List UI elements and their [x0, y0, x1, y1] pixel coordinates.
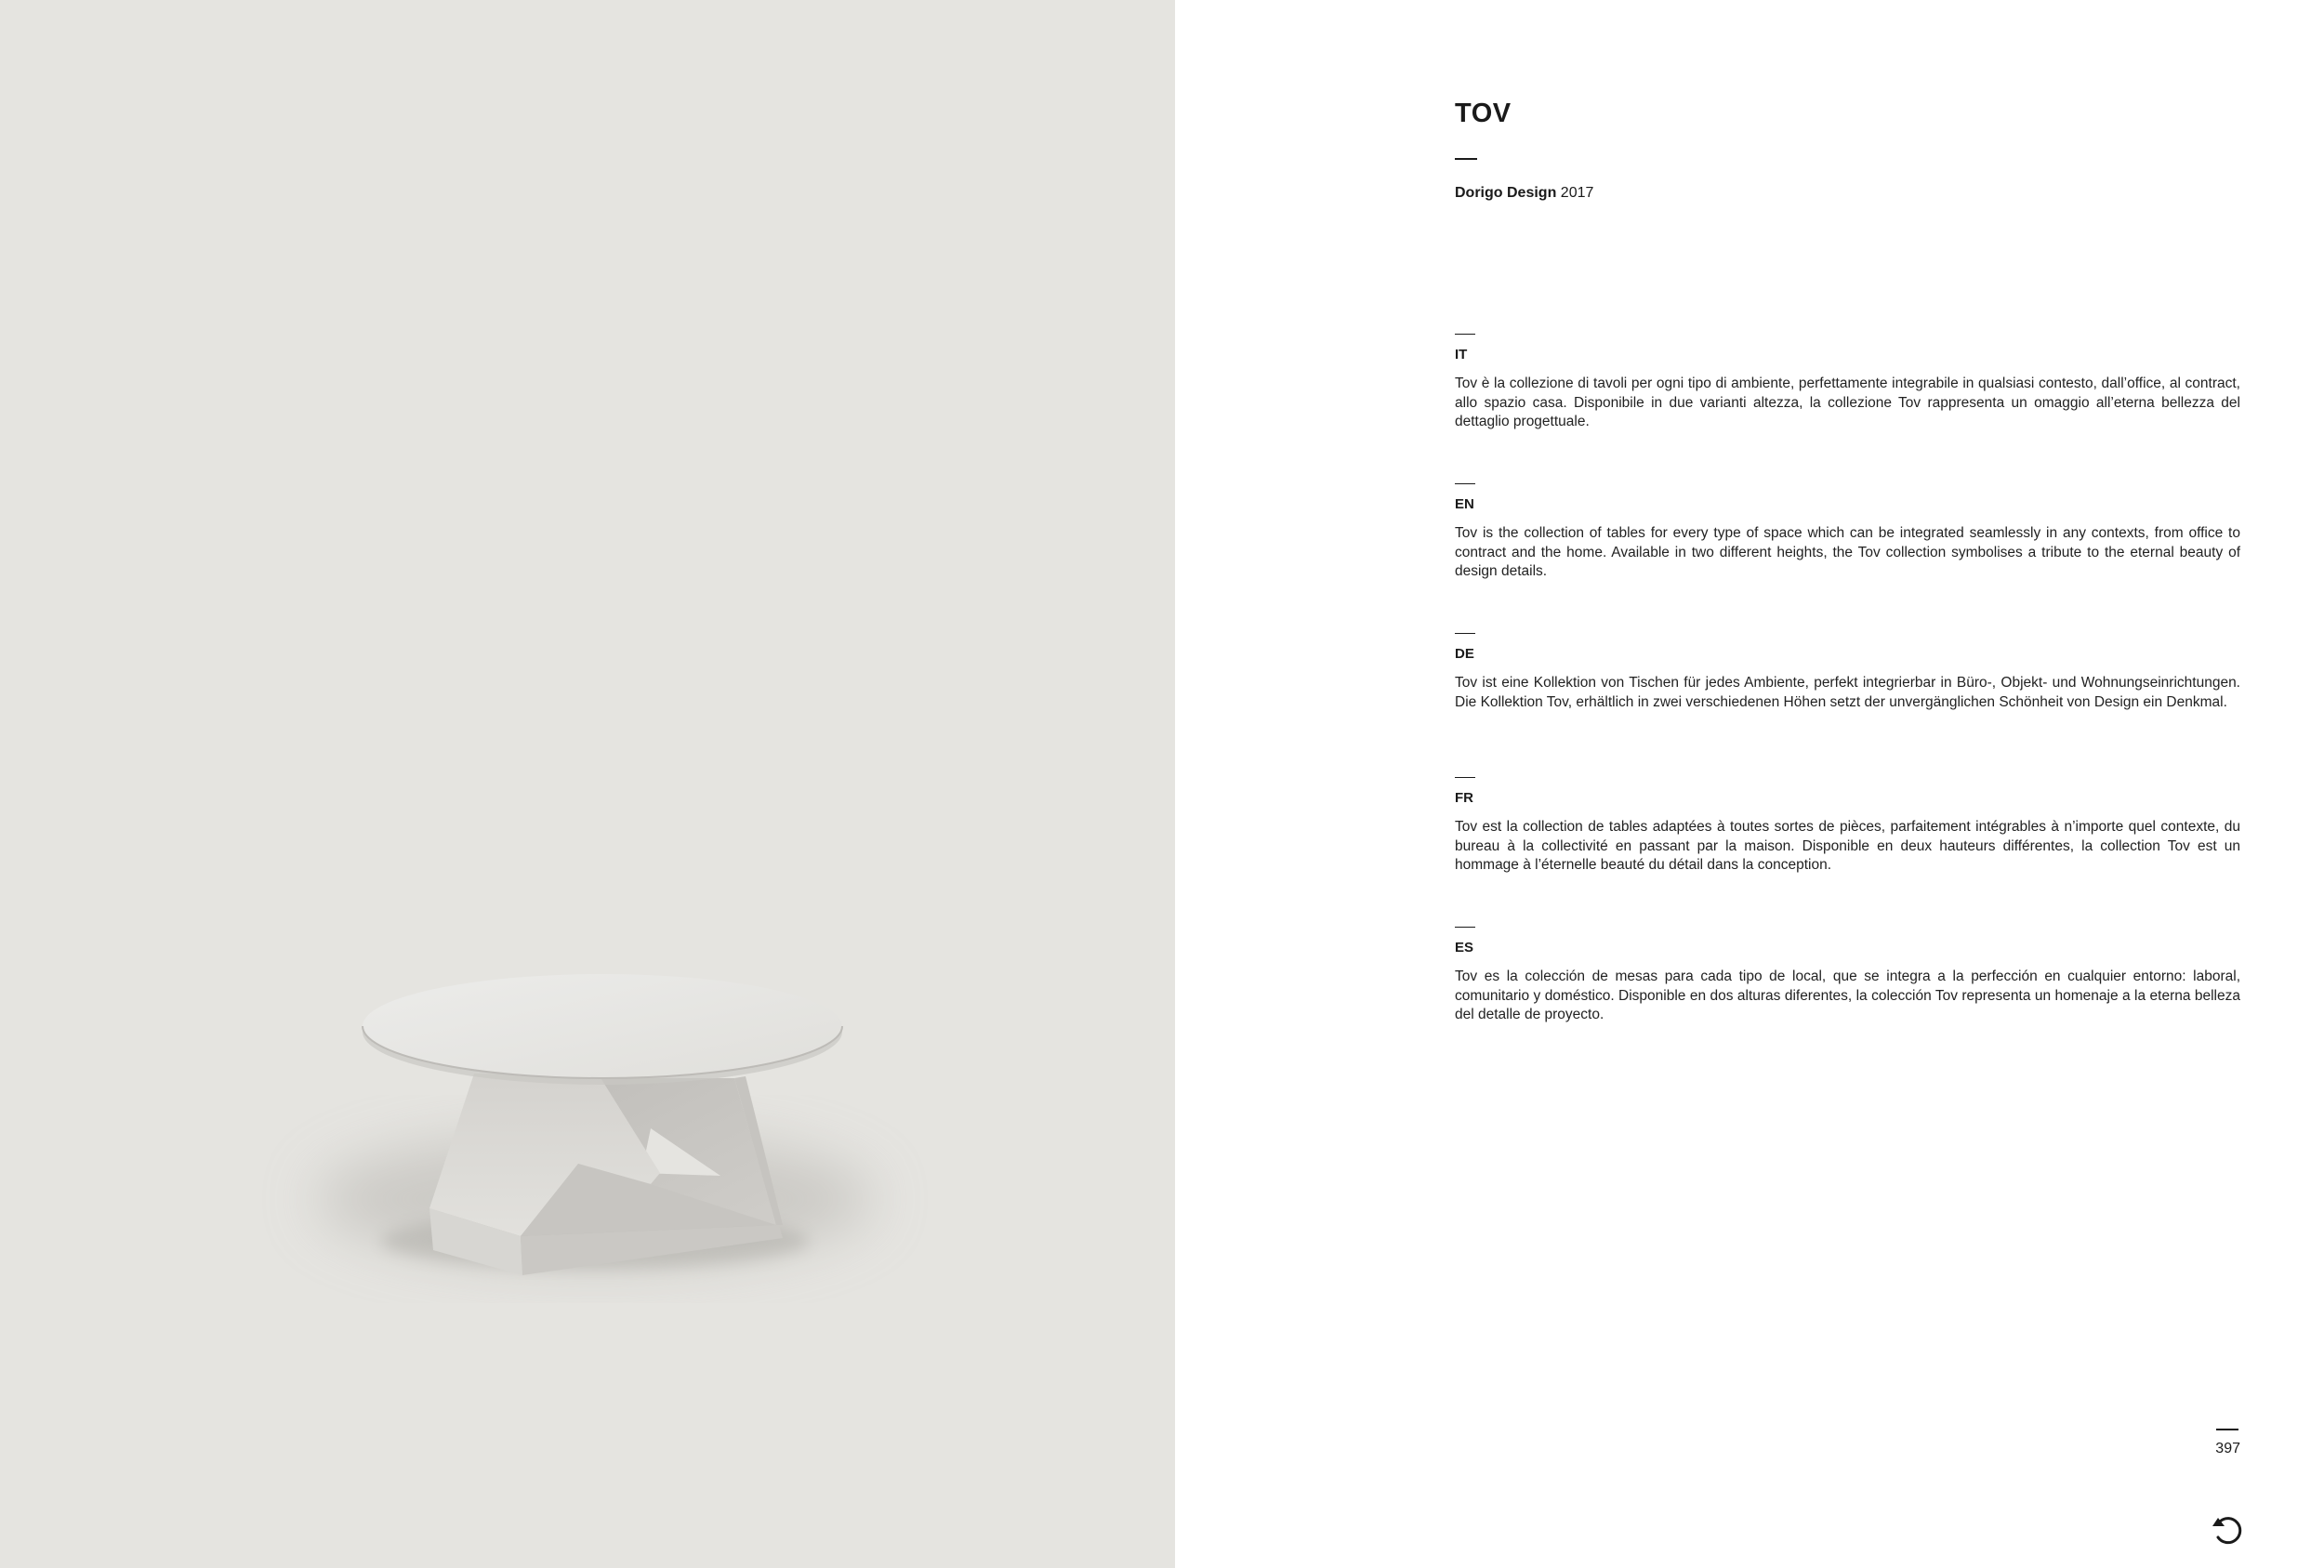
description-text: Tov ist eine Kollektion von Tischen für jedes Ambiente, perfekt integrierbar in Büro-, Objekt- und Wohnungseinrichtungen. Die Kollektion Tov, erhältlich in zwei verschiedenen Höhen setzt der unvergänglichen Schönheit von Design ein Denkmal.	[1455, 675, 2240, 710]
design-year: 2017	[1560, 185, 1594, 201]
section-divider	[1455, 334, 1475, 335]
page-number-divider	[2216, 1429, 2238, 1430]
undo-icon	[2210, 1513, 2245, 1548]
language-code: FR	[1455, 790, 1473, 806]
description-text: Tov è la collezione di tavoli per ogni tipo di ambiente, perfettamente integrabile in qualsiasi contesto, dall’office, al contract, allo spazio casa. Disponibile in due varianti altezza, la collezione Tov rappresenta un omaggio all’eterna bellezza del dettaglio progettuale.	[1455, 376, 2240, 429]
language-code: ES	[1455, 940, 1474, 955]
section-divider	[1455, 777, 1475, 778]
section-divider	[1455, 927, 1475, 928]
section-divider	[1455, 483, 1475, 484]
description-en	[1455, 483, 2240, 582]
description-text: Tov est la collection de tables adaptées à toutes sortes de pièces, parfaitement intégrables à n’importe quel contexte, du bureau à la collectivité en passant par la maison. Disponible en deux hauteurs différentes, la collection Tov est un hommage à l’éternelle beauté du détail dans la conception.	[1455, 819, 2240, 873]
section-divider	[1455, 633, 1475, 634]
product-title: TOV	[1455, 99, 1512, 128]
description-text: Tov is the collection of tables for every type of space which can be integrated seamlessly in any contexts, from office to contract and the home. Available in two different heights, the Tov collection symbolises a tribute to the eternal beauty of design details.	[1455, 525, 2240, 579]
language-code: IT	[1455, 347, 1468, 362]
description-fr	[1455, 777, 2240, 876]
description-text: Tov es la colección de mesas para cada tipo de local, que se integra a la perfección en cualquier entorno: laboral, comunitario y doméstico. Disponible en dos alturas diferentes, la colección Tov representa un homenaje a la eterna belleza del detalle de proyecto.	[1455, 968, 2240, 1022]
description-panel	[1175, 0, 2324, 1568]
description-it	[1455, 334, 2240, 432]
title-divider	[1455, 158, 1477, 160]
language-code: DE	[1455, 646, 1474, 662]
description-de	[1455, 633, 2240, 712]
designer-name: Dorigo Design	[1455, 185, 1557, 201]
description-es	[1455, 927, 2240, 1025]
designer-line	[1455, 186, 1593, 201]
page-number: 397	[2215, 1441, 2240, 1456]
undo-button[interactable]	[2207, 1513, 2248, 1554]
language-code: EN	[1455, 496, 1474, 512]
